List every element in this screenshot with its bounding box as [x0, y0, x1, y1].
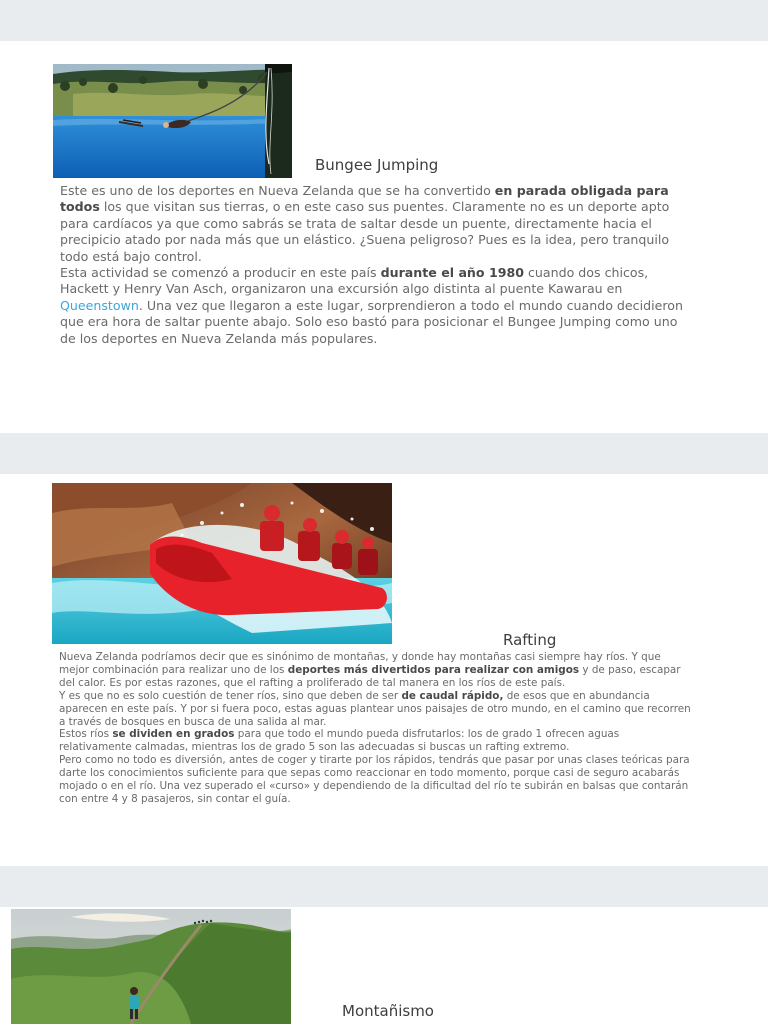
- paragraph: [59, 690, 693, 729]
- text-run: y de paso, escapar del calor. Es por estas razones, que el rafting a proliferado de tal manera en los ríos de este país.: [59, 663, 681, 689]
- text-run: Y es que no es solo cuestión de tener ríos, sino que deben de ser: [59, 689, 402, 702]
- text-run: Nueva Zelanda podríamos decir que es sinónimo de montañas, y donde hay montañas casi siempre hay ríos. Y que mejor combinación para realizar uno de los: [59, 651, 661, 676]
- text-run: Estos ríos: [59, 728, 113, 741]
- section-divider-band: [0, 433, 768, 474]
- rafting-photo: [52, 483, 392, 644]
- bold-text: de caudal rápido,: [401, 689, 504, 702]
- text-run: los que visitan sus tierras, o en este caso sus puentes. Claramente no es un deporte apto para cardíacos ya que como sabrás se trata de saltar desde un puente, directamente hacia el precipicio atado por nada más que un elástico. ¿Suena peligroso? Pues es la idea, pero tranquilo todo está bajo control.: [60, 199, 670, 264]
- section-body-bungee: [60, 183, 694, 347]
- paragraph: [60, 265, 694, 347]
- section-title-montanismo: Montañismo: [342, 1002, 434, 1020]
- text-run: Pero como no todo es diversión, antes de coger y tirarte por los rápidos, tendrás que pasar por unas clases teóricas para darte los conocimientos suficiente para que sepas como reaccionar en todo momento, porque casi de seguro acabarás mojado o en el río. Una vez superado el «curso» y dependiendo de la dificultad del río te subirán en balsas que contarán con entre 4 y 8 pasajeros, sin contar el guía.: [59, 754, 690, 805]
- text-run: Esta actividad se comenzó a producir en este país: [60, 265, 381, 281]
- section-divider-band: [0, 866, 768, 907]
- section-body-rafting: [59, 651, 693, 806]
- section-title-rafting: Rafting: [503, 631, 557, 649]
- text-run: cuando dos chicos, Hackett y Henry Van Asch, organizaron una excursión algo distinta al puente Kawarau en: [60, 265, 649, 297]
- bold-text: durante el año 1980: [380, 265, 524, 281]
- text-run: . Una vez que llegaron a este lugar, sorprendieron a todo el mundo cuando decidieron que era hora de saltar puente abajo. Solo eso bastó para posicionar el Bungee Jumping como uno de los deportes en Nueva Zelanda más populares.: [60, 297, 683, 346]
- section-title-bungee: Bungee Jumping: [315, 156, 439, 174]
- paragraph: [60, 183, 694, 265]
- bold-text: deportes más divertidos para realizar con amigos: [287, 663, 580, 676]
- paragraph: [59, 754, 693, 806]
- inline-link[interactable]: Queenstown: [60, 297, 139, 313]
- section-divider-band: [0, 0, 768, 41]
- bold-text: se dividen en grados: [112, 728, 235, 741]
- paragraph: [59, 728, 693, 754]
- text-run: Este es uno de los deportes en Nueva Zelanda que se ha convertido: [60, 183, 495, 198]
- mountaineering-photo: [11, 909, 291, 1024]
- text-run: para que todo el mundo pueda disfrutarlos: los de grado 1 ofrecen aguas relativamente calmadas, mientras los de grado 5 son las adecuadas si buscas un rafting extremo.: [59, 728, 620, 754]
- text-run: de esos que en abundancia aparecen en este país. Y por si fuera poco, estas aguas plantear unos paisajes de otro mundo, en el camino que recorren a través de bosques en busca de una salida al mar.: [59, 689, 691, 728]
- paragraph: [59, 651, 693, 690]
- bungee-jumping-photo: [53, 64, 292, 178]
- bold-text: en parada obligada para todos: [60, 183, 669, 215]
